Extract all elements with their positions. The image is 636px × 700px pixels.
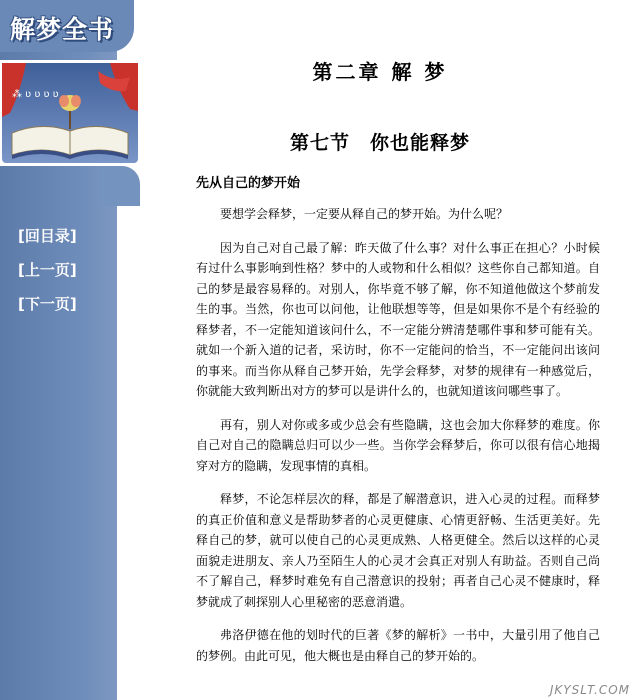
svg-text:⁂ ʋ ʋ ʋ ʋ: ⁂ ʋ ʋ ʋ ʋ <box>12 89 59 100</box>
article-body <box>196 204 600 679</box>
paragraph: 因为自己对自己最了解：昨天做了什么事？对什么事正在担心？小时候有过什么事影响到性格？梦中的人或物和什么相似？这些你自己都知道。自己的梦是最容易释的。对别人，你毕竟不够了解，你不知道他做这个梦前发生的事。当然，你也可以问他，让他联想等等，但是如果你不是个有经验的释梦者，不一定能知道该问什么，不一定能分辨清楚哪件事和梦可能有关。就如一个新入道的记者，采访时，你不一定能问的恰当，不一定能问出该问的事来。而当你从释自己梦开始，先学会释梦，对梦的规律有一种感觉后，你就能大致判断出对方的梦可以是讲什么的，也就知道该问哪些事了。 <box>196 240 600 398</box>
paragraph: 释梦，不论怎样层次的释，都是了解潜意识，进入心灵的过程。而释梦的真正价值和意义是帮助梦者的心灵更健康、心情更舒畅、生活更美好。先释自己的梦，就可以使自己的心灵更成熟、人格更健全。然后以这样的心灵面貌走进朋友、亲人乃至陌生人的心灵才会真正对别人有助益。否则自己尚不了解自己，释梦时难免有自己潜意识的投射；再者自己心灵不健康时，释梦就成了刺探别人心里秘密的恶意消遣。 <box>196 492 600 609</box>
paragraph: 再有，别人对你或多或少总会有些隐瞒，这也会加大你释梦的难度。你自己对自己的隐瞒总归可以少一些。当你学会释梦后，你可以很有信心地揭穿对方的隐瞒，发现事情的真相。 <box>196 417 600 473</box>
book-picture-icon <box>2 63 138 163</box>
chapter-title: 第二章 解 梦 <box>312 60 448 84</box>
paragraph: 弗洛伊德在他的划时代的巨著《梦的解析》一书中，大量引用了他自己的梦例。由此可见，他大概也是由释自己的梦开始的。 <box>196 628 600 663</box>
logo-text: 解梦全书 <box>10 15 115 44</box>
subheading: 先从自己的梦开始 <box>196 176 301 191</box>
site-logo <box>0 0 140 52</box>
book-illustration <box>0 60 140 166</box>
next-page-link[interactable]: [下一页] <box>18 295 77 313</box>
paragraph: 要想学会释梦，一定要从释自己的梦开始。为什么呢？ <box>220 207 509 221</box>
section-title: 第七节 你也能释梦 <box>289 132 470 154</box>
previous-page-link[interactable]: [上一页] <box>18 261 77 279</box>
article <box>140 0 620 700</box>
back-to-toc-link[interactable]: [回目录] <box>18 227 77 245</box>
sidebar-nav <box>18 226 108 328</box>
site-watermark: JKYSLT.COM <box>549 683 630 697</box>
sidebar-corner <box>100 166 140 206</box>
